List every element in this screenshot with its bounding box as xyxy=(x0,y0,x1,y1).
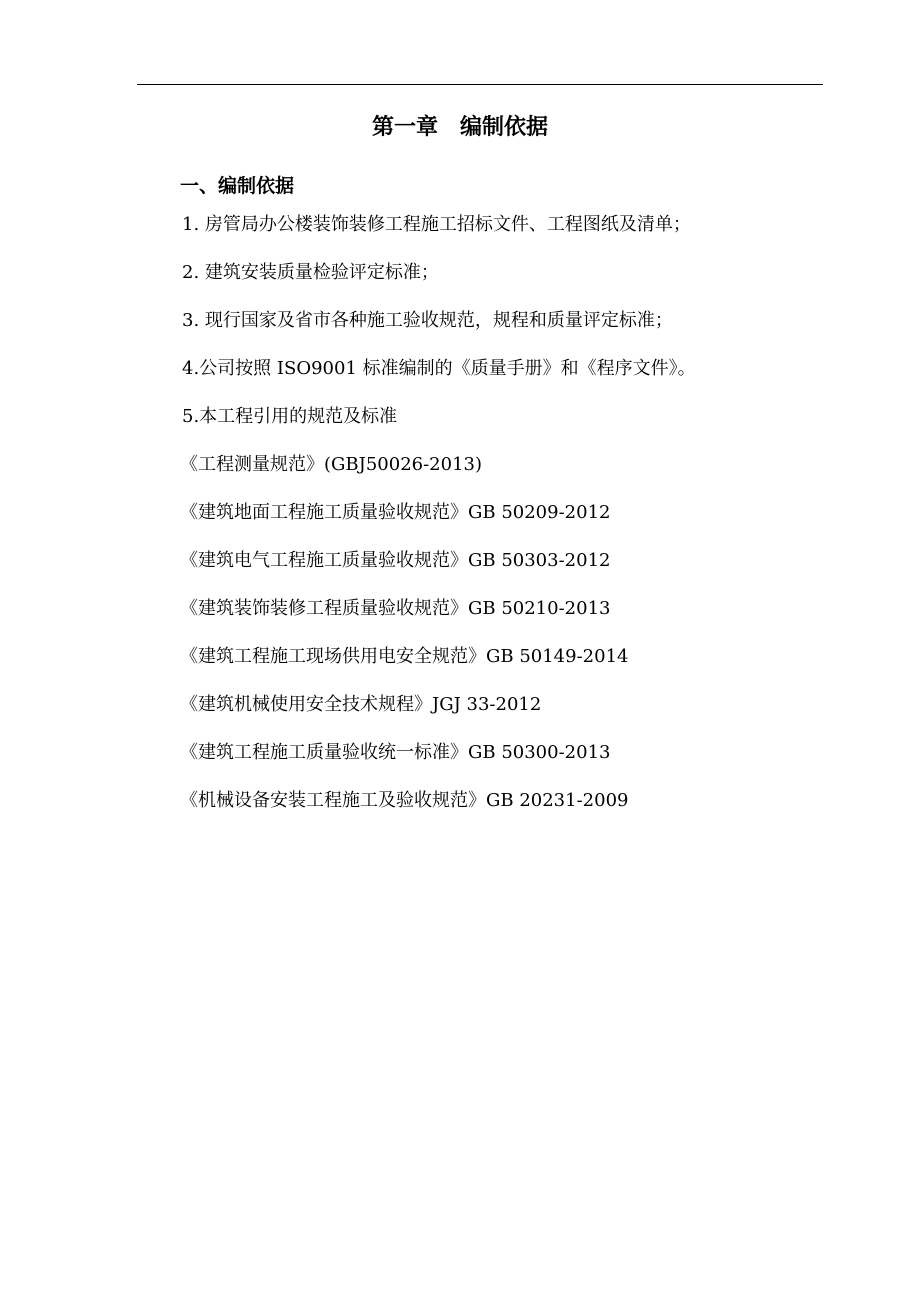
chapter-title: 第一章 编制依据 xyxy=(371,115,548,140)
standard-item: 《建筑工程施工质量验收统一标准》GB 50300-2013 xyxy=(180,742,611,763)
standard-item: 《机械设备安装工程施工及验收规范》GB 20231-2009 xyxy=(180,790,629,811)
basis-item-4: 4.公司按照 ISO9001 标准编制的《质量手册》和《程序文件》。 xyxy=(182,358,696,379)
basis-item-3: 3. 现行国家及省市各种施工验收规范，规程和质量评定标准； xyxy=(182,310,673,331)
standard-item: 《建筑工程施工现场供用电安全规范》GB 50149-2014 xyxy=(180,646,629,667)
section-heading: 一、编制依据 xyxy=(180,175,295,197)
basis-item-5: 5.本工程引用的规范及标准 xyxy=(182,406,398,427)
standard-item: 《建筑装饰装修工程质量验收规范》GB 50210-2013 xyxy=(180,598,611,619)
standard-item: 《建筑电气工程施工质量验收规范》GB 50303-2012 xyxy=(180,550,611,571)
basis-item-2: 2. 建筑安装质量检验评定标准； xyxy=(182,262,439,283)
header-rule xyxy=(137,84,823,85)
standard-item: 《建筑机械使用安全技术规程》JGJ 33-2012 xyxy=(180,694,542,715)
basis-item-1: 1. 房管局办公楼装饰装修工程施工招标文件、工程图纸及清单； xyxy=(182,214,691,235)
standard-item: 《建筑地面工程施工质量验收规范》GB 50209-2012 xyxy=(180,502,611,523)
standard-item: 《工程测量规范》(GBJ50026-2013) xyxy=(180,454,483,475)
